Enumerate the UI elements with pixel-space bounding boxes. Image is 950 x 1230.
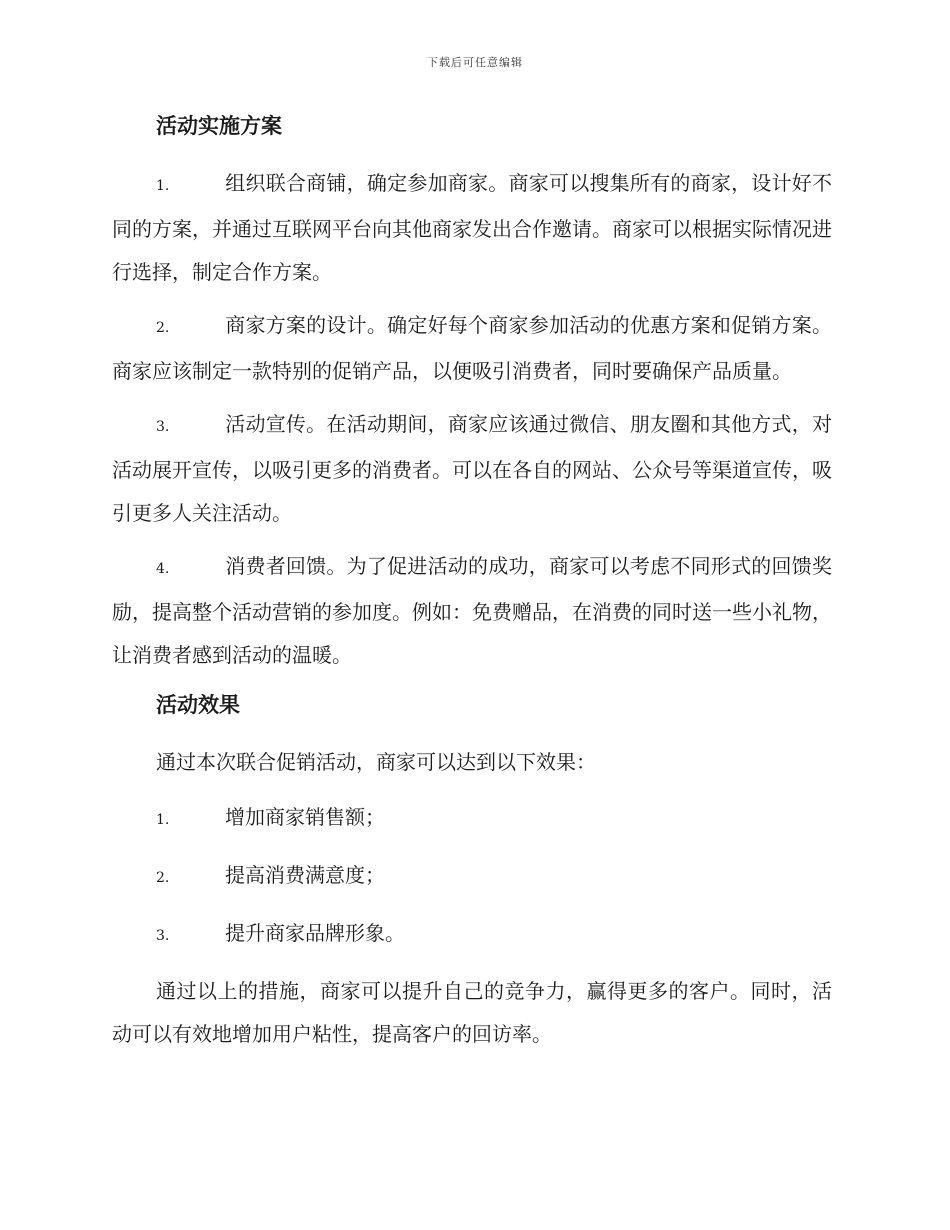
list-number: 1. xyxy=(156,178,170,194)
list-number: 4. xyxy=(156,561,170,577)
effect-list-item xyxy=(112,912,832,958)
section-heading-implementation: 活动实施方案 xyxy=(156,114,282,138)
effect-list-item xyxy=(112,796,832,842)
effect-list-item xyxy=(112,854,832,900)
document-body xyxy=(112,108,832,1068)
effects-intro-paragraph: 通过本次联合促销活动，商家可以达到以下效果： xyxy=(156,750,596,774)
list-item xyxy=(112,162,832,294)
list-number: 1. xyxy=(156,812,170,828)
list-item-text: 增加商家销售额； xyxy=(225,805,385,829)
section-heading-effects: 活动效果 xyxy=(156,693,240,717)
list-item xyxy=(112,545,832,677)
list-item-text: 提高消费满意度； xyxy=(225,863,385,887)
list-item-text: 提升商家品牌形象。 xyxy=(225,921,405,945)
list-item xyxy=(112,304,832,393)
list-item xyxy=(112,403,832,535)
conclusion-paragraph: 通过以上的措施，商家可以提升自己的竞争力，赢得更多的客户。同时，活动可以有效地增加用户粘性，提高客户的回访率。 xyxy=(112,979,832,1046)
page-header: 下载后可任意编辑 xyxy=(427,56,523,69)
list-number: 2. xyxy=(156,320,170,336)
list-item-text: 消费者回馈。为了促进活动的成功，商家可以考虑不同形式的回馈奖励，提高整个活动营销的参加度。例如：免费赠品，在消费的同时送一些小礼物，让消费者感到活动的温暖。 xyxy=(112,554,832,667)
list-number: 3. xyxy=(156,928,170,944)
list-item-text: 商家方案的设计。确定好每个商家参加活动的优惠方案和促销方案。商家应该制定一款特别的促销产品，以便吸引消费者，同时要确保产品质量。 xyxy=(112,313,832,383)
list-item-text: 组织联合商铺，确定参加商家。商家可以搜集所有的商家，设计好不同的方案，并通过互联网平台向其他商家发出合作邀请。商家可以根据实际情况进行选择，制定合作方案。 xyxy=(112,171,832,284)
list-number: 2. xyxy=(156,870,170,886)
list-number: 3. xyxy=(156,419,170,435)
list-item-text: 活动宣传。在活动期间，商家应该通过微信、朋友圈和其他方式，对活动展开宣传，以吸引更多的消费者。可以在各自的网站、公众号等渠道宣传，吸引更多人关注活动。 xyxy=(112,412,832,525)
